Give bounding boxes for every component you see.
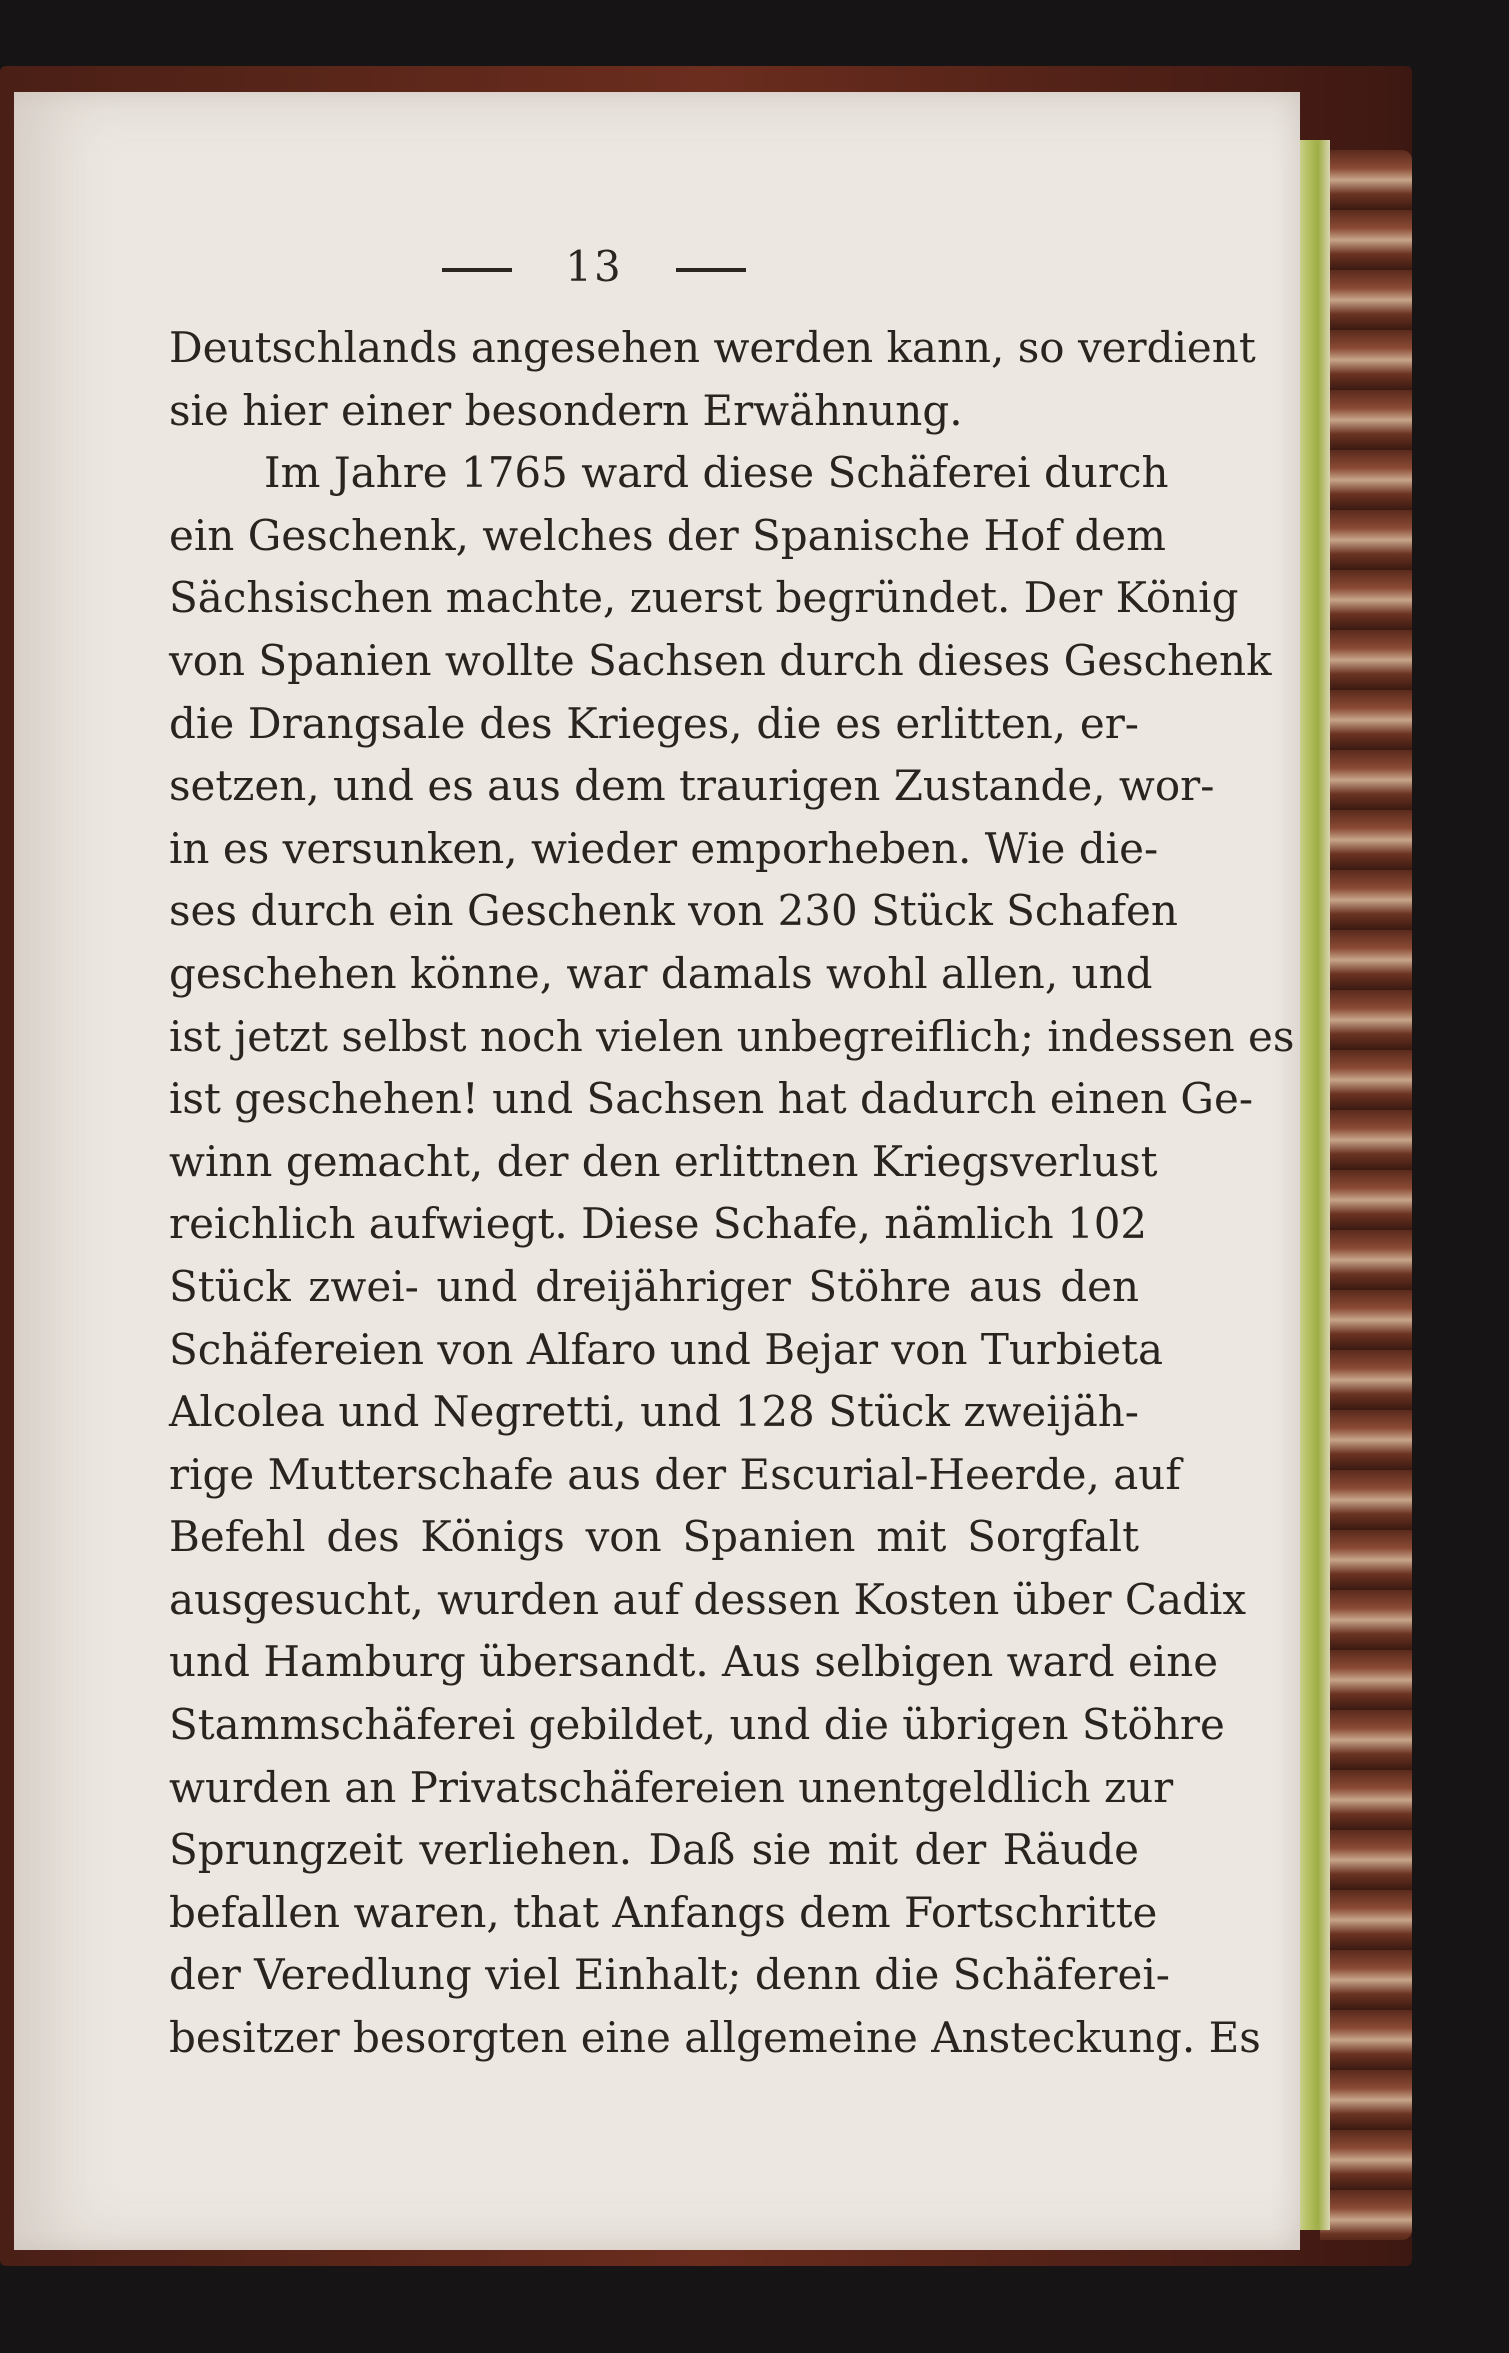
text-line: wurden an Privatschäfereien unentgeldlich zur <box>169 1762 1174 1812</box>
body-text <box>169 317 1295 2070</box>
text-line: und Hamburg übersandt. Aus selbigen ward eine <box>169 1637 1219 1687</box>
page-header <box>14 242 1174 291</box>
book-page <box>14 92 1300 2250</box>
text-line: von Spanien wollte Sachsen durch dieses Geschenk <box>169 635 1272 685</box>
text-line: sie hier einer besondern Erwähnung. <box>169 385 963 435</box>
header-dash-right <box>676 268 746 272</box>
text-line: ist jetzt selbst noch vielen unbegreiflich; indessen es <box>169 1011 1295 1061</box>
text-line: befallen waren, that Anfangs dem Fortschritte <box>169 1887 1158 1937</box>
text-line: reichlich aufwiegt. Diese Schafe, nämlich 102 <box>169 1199 1148 1249</box>
text-line: ausgesucht, wurden auf dessen Kosten über Cadix <box>169 1574 1247 1624</box>
text-line: Deutschlands angesehen werden kann, so verdient <box>169 323 1256 372</box>
text-line: ses durch ein Geschenk von 230 Stück Schafen <box>169 886 1178 936</box>
text-line: Stück zwei- und dreijähriger Stöhre aus den <box>169 1261 1139 1311</box>
text-line: Sächsischen machte, zuerst begründet. Der König <box>169 573 1239 623</box>
text-line: Befehl des Königs von Spanien mit Sorgfalt <box>169 1512 1139 1562</box>
page-number: 13 <box>565 242 623 291</box>
text-line: der Veredlung viel Einhalt; denn die Schäferei- <box>169 1950 1170 2000</box>
text-line: setzen, und es aus dem traurigen Zustande, wor- <box>169 761 1215 811</box>
text-line: Sprungzeit verliehen. Daß sie mit der Räude <box>169 1825 1139 1875</box>
text-line: in es versunken, wieder emporheben. Wie die- <box>169 823 1159 873</box>
text-line: Im Jahre 1765 ward diese Schäferei durch <box>264 448 1169 498</box>
text-line: Stammschäferei gebildet, und die übrigen Stöhre <box>169 1700 1225 1750</box>
header-dash-left <box>442 268 512 272</box>
marbled-edge <box>1320 150 1412 2240</box>
text-line: Schäfereien von Alfaro und Bejar von Turbieta <box>169 1324 1164 1374</box>
text-line: ein Geschenk, welches der Spanische Hof dem <box>169 510 1166 560</box>
text-line: die Drangsale des Krieges, die es erlitten, er- <box>169 698 1139 748</box>
text-line: winn gemacht, der den erlittnen Kriegsverlust <box>169 1136 1158 1186</box>
text-line: Alcolea und Negretti, und 128 Stück zweijäh- <box>169 1387 1139 1437</box>
text-line: besitzer besorgten eine allgemeine Ansteckung. Es <box>169 2013 1261 2063</box>
text-line: rige Mutterschafe aus der Escurial-Heerde, auf <box>169 1449 1181 1499</box>
text-line: ist geschehen! und Sachsen hat dadurch einen Ge- <box>169 1074 1254 1124</box>
text-line: geschehen könne, war damals wohl allen, und <box>169 948 1153 998</box>
